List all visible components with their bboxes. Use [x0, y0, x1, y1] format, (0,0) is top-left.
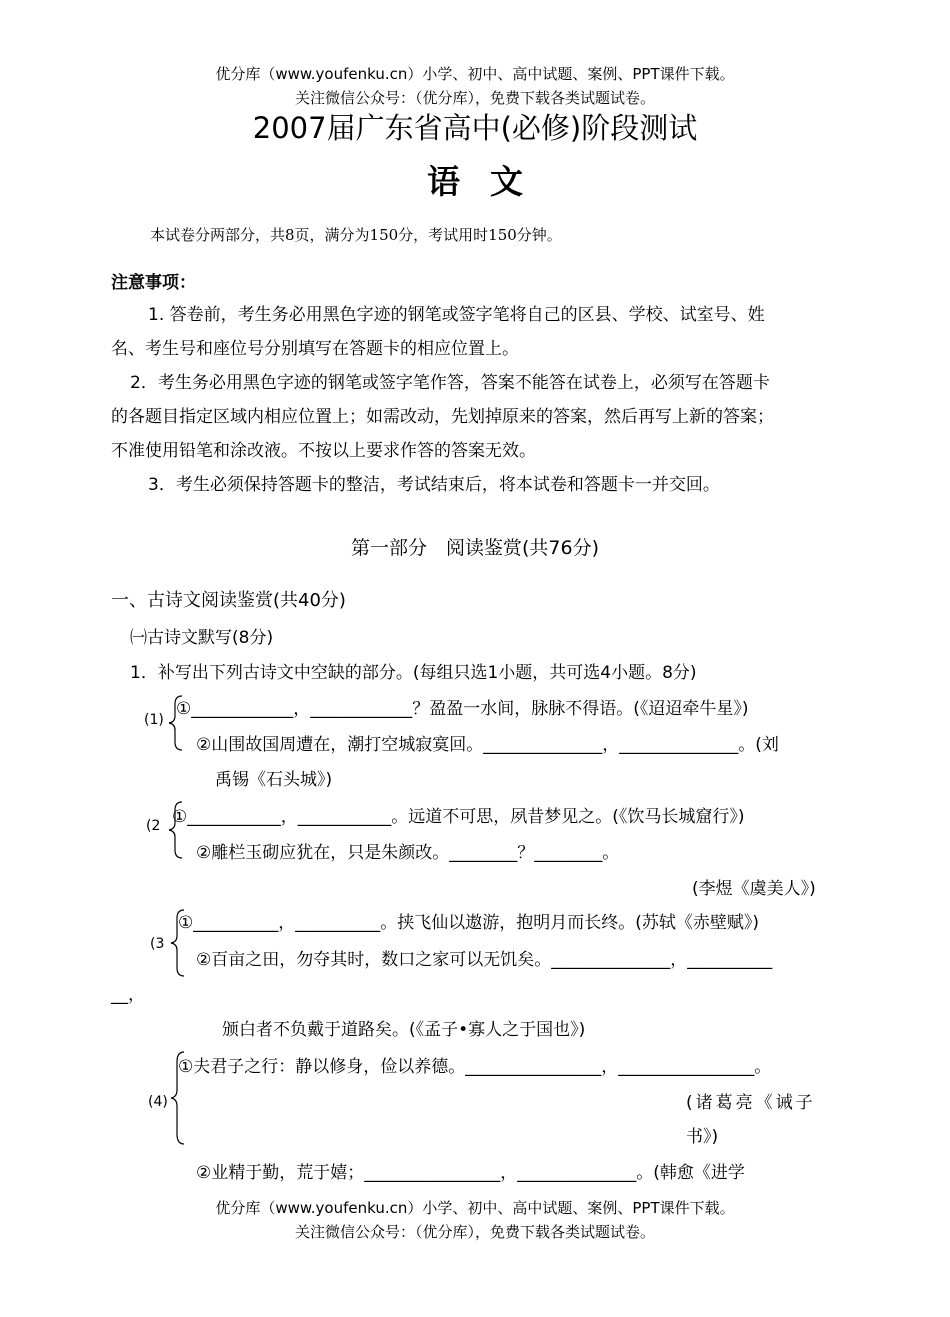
exam-intro: 本试卷分两部分，共8页，满分为150分，考试用时150分钟。: [150, 226, 562, 244]
group-1-item-a: ①____________，____________？盈盈一水间，脉脉不得语。(《迢迢牵牛星》): [176, 699, 749, 719]
group-1-item-b: ②山围故国周遭在，潮打空城寂寞回。______________，______________。(刘: [196, 735, 779, 755]
site-header-line2: 关注微信公众号：（优分库），免费下载各类试题试卷。: [294, 89, 655, 107]
notes-heading: 注意事项：: [111, 273, 196, 293]
part1-title: 第一部分 阅读鉴赏(共76分): [350, 537, 599, 559]
site-header-line1: 优分库（www.youfenku.cn）小学、初中、高中试题、案例、PPT课件下载。: [215, 65, 735, 83]
group-2-item-b: ②雕栏玉砌应犹在，只是朱颜改。________？________。: [196, 843, 620, 863]
group-1-item-b-source: 禹锡《石头城》): [215, 770, 333, 790]
group-4-item-b: ②业精于勤，荒于嬉；________________，______________。(韩愈《进学: [196, 1163, 745, 1183]
note-item-1b: 名、考生号和座位号分别填写在答题卡的相应位置上。: [111, 339, 519, 359]
subsection1-heading: ㈠古诗文默写(8分): [130, 628, 274, 648]
note-item-1a: 1. 答卷前，考生务必用黑色字迹的钢笔或签字笔将自己的区县、学校、试室号、姓: [148, 305, 765, 325]
group-3-item-a: ①__________，__________。挟飞仙以遨游，抱明月而长终。(苏轼《赤壁赋》): [178, 913, 760, 933]
group-1-label: (1): [144, 712, 164, 728]
subject-title: 语文: [427, 162, 553, 201]
site-footer-line2: 关注微信公众号：（优分库），免费下载各类试题试卷。: [294, 1223, 655, 1241]
group-4-item-a-source-2: 书》): [686, 1127, 719, 1147]
group-2-label: (2: [146, 818, 161, 834]
group-3-label: (3: [150, 936, 165, 952]
group-4-item-a: ①夫君子之行：静以修身，俭以养德。________________，________________。: [178, 1057, 772, 1077]
question-1: 1．补写出下列古诗文中空缺的部分。(每组只选1小题，共可选4小题。8分): [130, 663, 697, 683]
site-footer-line1: 优分库（www.youfenku.cn）小学、初中、高中试题、案例、PPT课件下载。: [215, 1199, 735, 1217]
group-2-item-a: ①___________，___________。远道不可思，夙昔梦见之。(《饮马长城窟行》): [172, 807, 745, 827]
section1-heading: 一、古诗文阅读鉴赏(共40分): [111, 590, 346, 611]
note-item-2a: 2．考生务必用黑色字迹的钢笔或签字笔作答，答案不能答在试卷上，必须写在答题卡: [130, 373, 770, 393]
page-title: 2007届广东省高中(必修)阶段测试: [252, 111, 698, 145]
group-4-label: (4): [148, 1094, 168, 1110]
note-item-2c: 不准使用铅笔和涂改液。不按以上要求作答的答案无效。: [111, 441, 536, 461]
note-item-3: 3．考生必须保持答题卡的整洁，考试结束后，将本试卷和答题卡一并交回。: [148, 475, 720, 495]
group-4-item-a-source-1: (诸葛亮《诫子: [686, 1093, 816, 1113]
note-item-2b: 的各题目指定区域内相应位置上；如需改动，先划掉原来的答案，然后再写上新的答案；: [111, 407, 774, 427]
group-3-item-b-source: 颁白者不负戴于道路矣。(《孟子•寡人之于国也》): [222, 1020, 586, 1040]
group-2-item-b-source: (李煜《虞美人》): [692, 879, 816, 899]
group-3-item-b: ②百亩之田，勿夺其时，数口之家可以无饥矣。______________，__________: [196, 950, 773, 970]
group-3-item-b-cont: __，: [111, 985, 145, 1005]
